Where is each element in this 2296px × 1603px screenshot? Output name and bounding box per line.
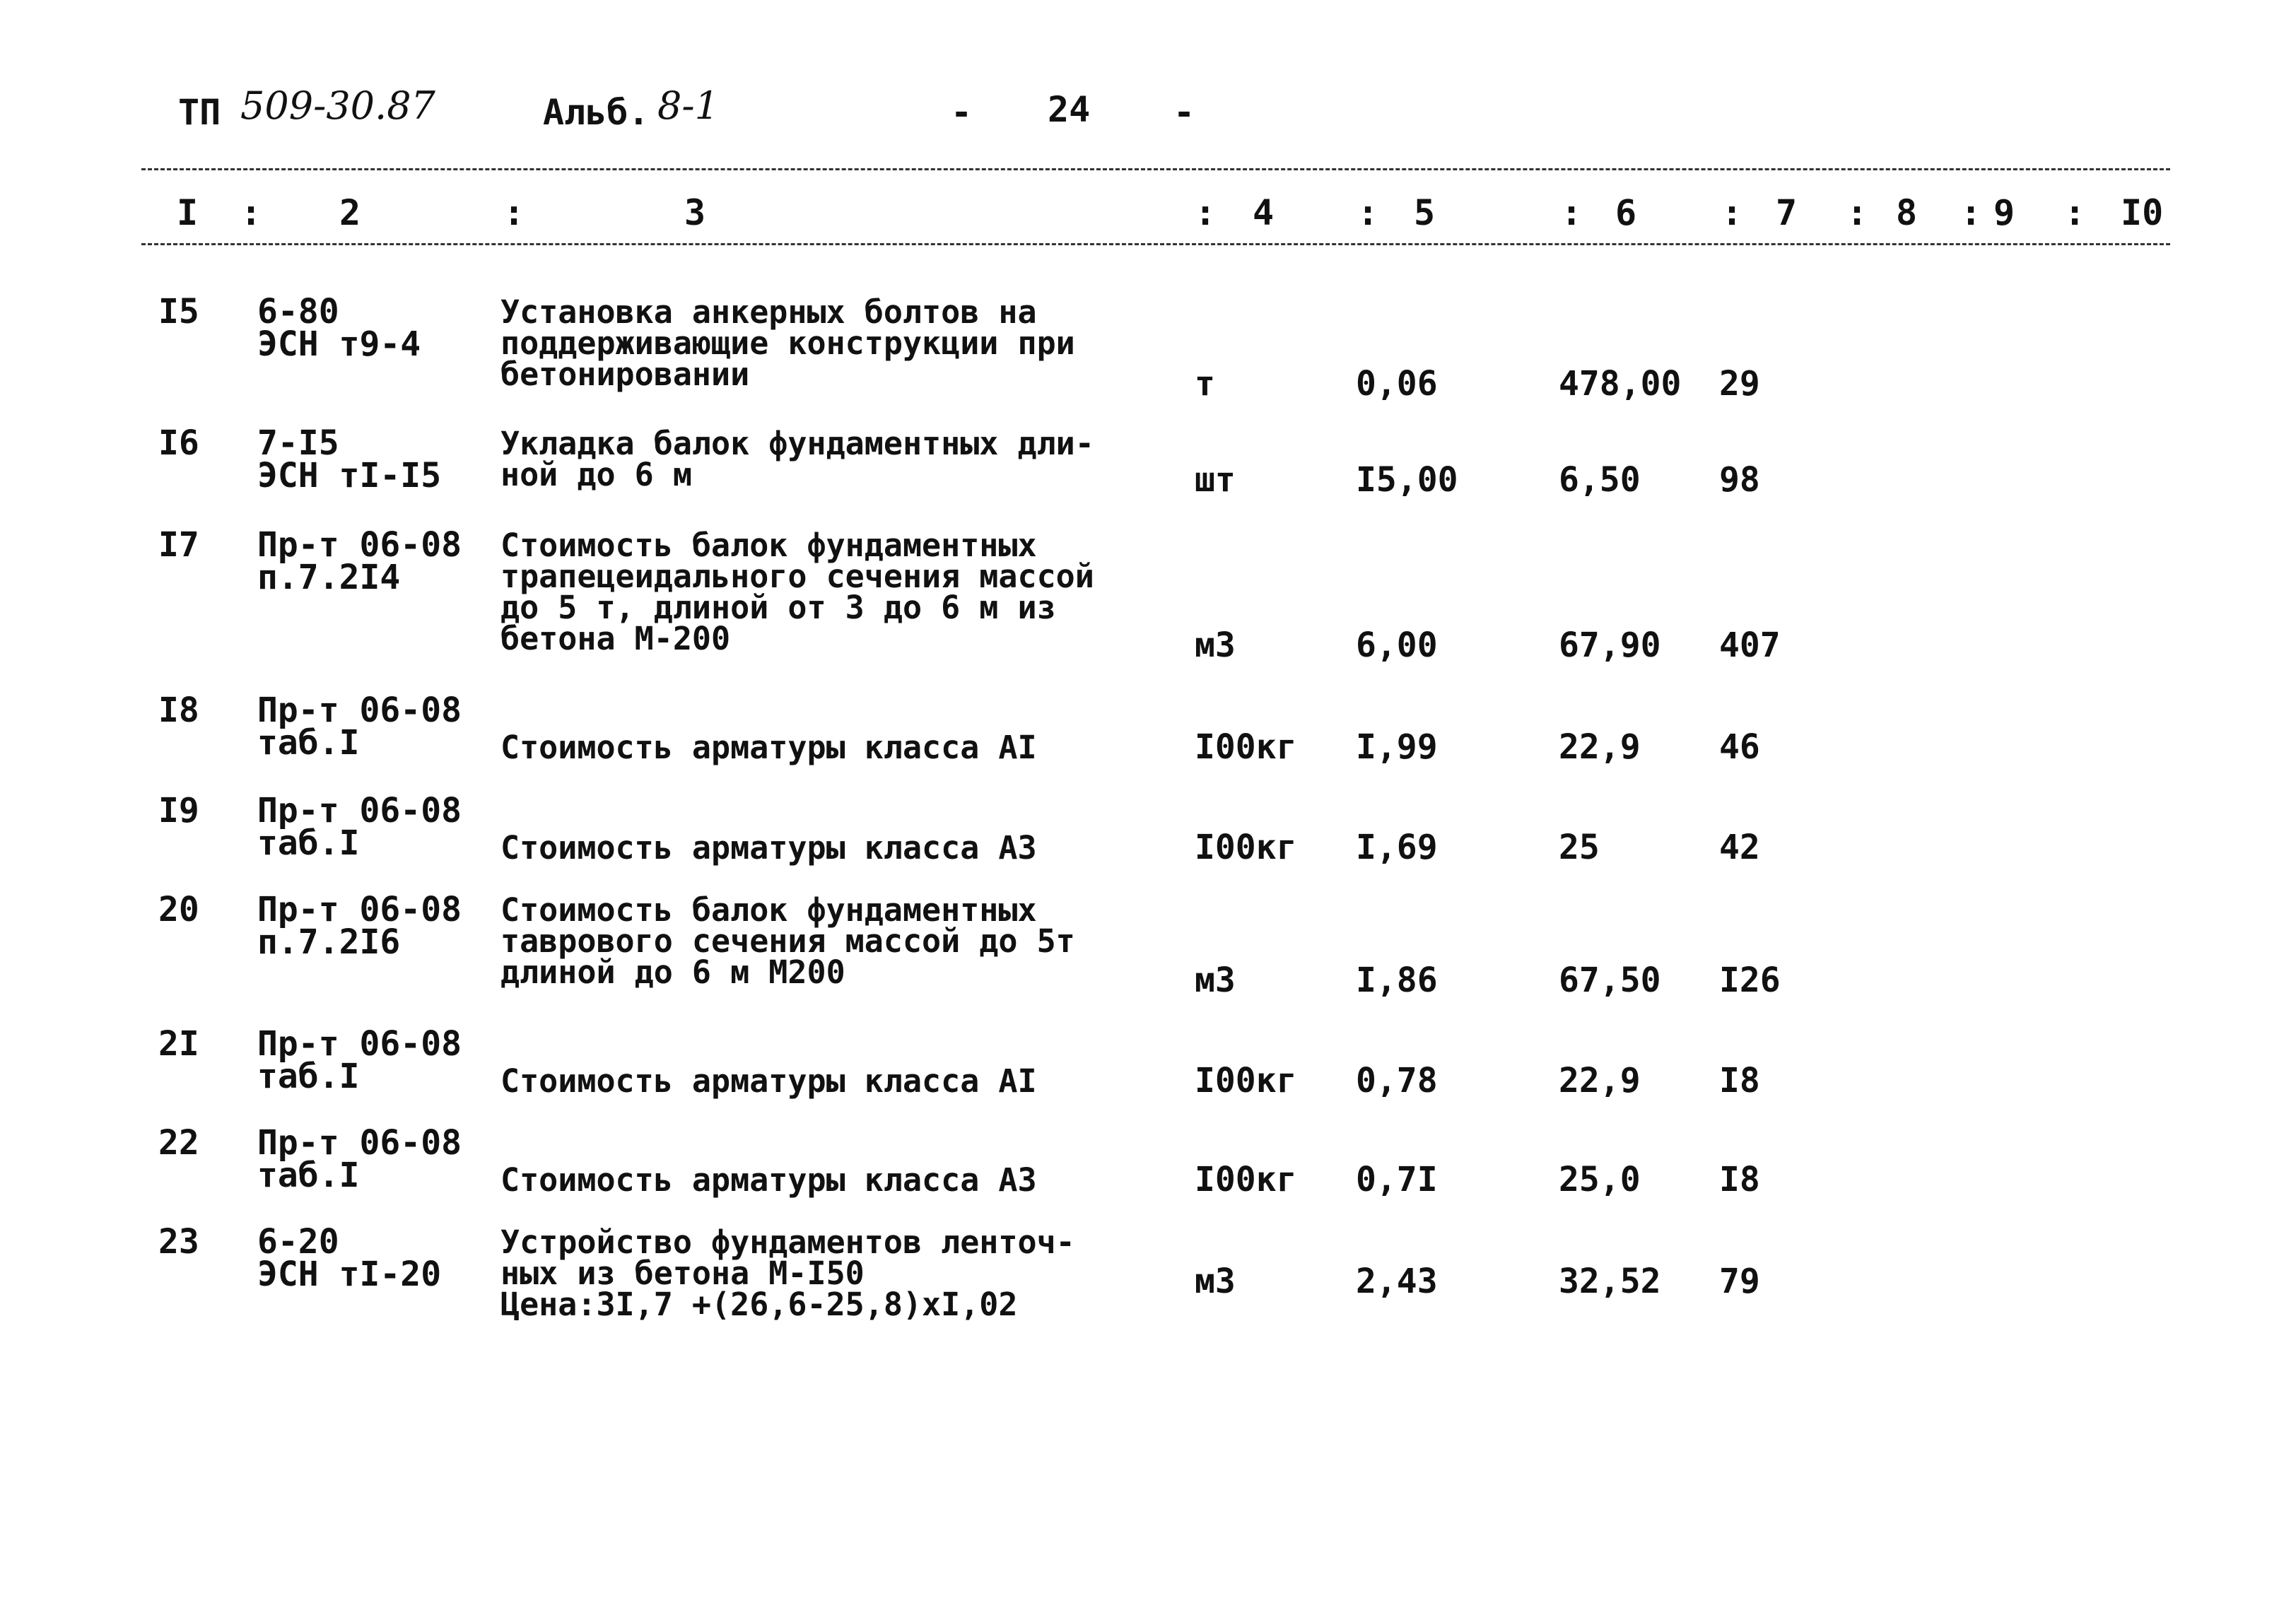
description-line: Цена:3I,7 +(26,6-25,8)хI,02 [500,1286,1018,1323]
header-rule-bottom [141,243,2170,245]
description-line: бетонировании [500,356,750,393]
column-separator: : [1195,192,1217,233]
row-number: I6 [158,423,199,463]
row-number: 2I [158,1024,199,1064]
code-line: ЭСН тI-20 [257,1255,442,1294]
album-number: 8-1 [657,83,719,128]
description-line: Устройство фундаментов ленточ- [500,1223,1075,1261]
row-price: 25 [1559,828,1600,867]
row-unit: I00кг [1195,828,1297,867]
doc-number: 509-30.87 [240,83,435,128]
row-quantity: 6,00 [1356,626,1438,665]
row-description [500,829,1037,867]
row-description [500,729,1037,766]
description-line: до 5 т, длиной от 3 до 6 м из [500,589,1056,626]
row-price: 67,90 [1559,626,1661,665]
row-quantity: I,86 [1356,961,1438,1000]
column-separator: : [240,192,262,233]
row-number: I5 [158,292,199,331]
row-unit: I00кг [1195,1061,1297,1100]
row-total: 407 [1719,626,1781,665]
row-code [257,691,462,763]
description-line: ной до 6 м [500,456,692,493]
row-code [257,1222,442,1294]
column-separator: : [1561,192,1583,233]
row-total: 98 [1719,460,1760,500]
doc-code: ТП [178,92,221,133]
row-code [257,1123,462,1195]
row-code [257,1024,462,1096]
description-line: бетона М-200 [500,620,731,657]
row-total: I8 [1719,1061,1760,1100]
row-code [257,791,462,863]
column-header-4: 4 [1253,192,1275,233]
row-price: 32,52 [1559,1262,1661,1301]
row-quantity: I5,00 [1356,460,1458,500]
code-line: ЭСН т9-4 [257,324,421,364]
description-line: трапецеидального сечения массой [500,558,1094,595]
code-line: таб.I [257,723,360,763]
row-price: 6,50 [1559,460,1641,500]
row-price: 478,00 [1559,364,1682,404]
description-line: Стоимость арматуры класса А3 [500,1161,1037,1199]
code-line: таб.I [257,1057,360,1096]
album-label: Альб. [543,92,650,133]
column-separator: : [503,192,525,233]
description-line: поддерживающие конструкции при [500,324,1075,362]
row-unit: т [1195,364,1215,404]
description-line: ных из бетона М-I50 [500,1255,865,1292]
description-line: Стоимость арматуры класса АI [500,1062,1037,1100]
code-line: Пр-т 06-08 [257,791,462,830]
description-line: длиной до 6 м М200 [500,953,845,991]
row-unit: м3 [1195,1262,1236,1301]
row-description [500,1062,1037,1100]
column-header-2: 2 [339,192,361,233]
row-quantity: 0,7I [1356,1160,1438,1199]
row-number: I8 [158,691,199,730]
row-number: 20 [158,890,199,929]
column-separator: : [1357,192,1379,233]
code-line: Пр-т 06-08 [257,691,462,730]
code-line: Пр-т 06-08 [257,1123,462,1163]
row-total: 42 [1719,828,1760,867]
description-line: Установка анкерных болтов на [500,293,1037,331]
column-header-7: 7 [1776,192,1798,233]
code-line: Пр-т 06-08 [257,525,462,565]
row-price: 22,9 [1559,1061,1641,1100]
code-line: Пр-т 06-08 [257,890,462,929]
row-price: 67,50 [1559,961,1661,1000]
column-header-3: 3 [684,192,706,233]
row-code [257,292,421,364]
row-unit: шт [1195,460,1236,500]
code-line: Пр-т 06-08 [257,1024,462,1064]
row-number: I9 [158,791,199,830]
row-total: 79 [1719,1262,1760,1301]
row-number: I7 [158,525,199,565]
row-quantity: 2,43 [1356,1262,1438,1301]
row-unit: I00кг [1195,1160,1297,1199]
column-header-1: I [177,192,199,233]
row-code [257,525,462,597]
column-separator: : [1960,192,1982,233]
row-description [500,891,1075,991]
description-line: таврового сечения массой до 5т [500,922,1075,960]
row-quantity: I,99 [1356,727,1438,767]
column-separator: : [1846,192,1868,233]
page-dash-right: - [1173,92,1195,133]
page-number: 24 [1048,89,1091,130]
row-unit: I00кг [1195,727,1297,767]
code-line: 6-80 [257,292,339,331]
row-description [500,527,1094,657]
header-rule-top [141,168,2170,170]
row-unit: м3 [1195,961,1236,1000]
description-line: Укладка балок фундаментных дли- [500,425,1094,462]
code-line: п.7.2I6 [257,922,401,962]
description-line: Стоимость арматуры класса А3 [500,829,1037,867]
row-quantity: I,69 [1356,828,1438,867]
column-separator: : [2064,192,2086,233]
description-line: Стоимость арматуры класса АI [500,729,1037,766]
row-total: 29 [1719,364,1760,404]
page-dash-left: - [951,92,973,133]
row-code [257,890,462,962]
code-line: таб.I [257,1156,360,1195]
row-description [500,1161,1037,1199]
column-header-5: 5 [1414,192,1436,233]
row-number: 23 [158,1222,199,1262]
column-header-10: I0 [2121,192,2164,233]
row-total: I26 [1719,961,1781,1000]
description-line: Стоимость балок фундаментных [500,891,1037,929]
description-line: Стоимость балок фундаментных [500,527,1037,564]
code-line: таб.I [257,823,360,863]
row-total: I8 [1719,1160,1760,1199]
row-description [500,1223,1075,1323]
code-line: п.7.2I4 [257,558,401,597]
row-number: 22 [158,1123,199,1163]
code-line: 6-20 [257,1222,339,1262]
row-quantity: 0,06 [1356,364,1438,404]
row-description [500,425,1094,493]
row-total: 46 [1719,727,1760,767]
code-line: 7-I5 [257,423,339,463]
row-price: 25,0 [1559,1160,1641,1199]
row-code [257,423,442,495]
row-description [500,293,1075,393]
code-line: ЭСН тI-I5 [257,456,442,495]
column-header-6: 6 [1615,192,1637,233]
row-unit: м3 [1195,626,1236,665]
column-header-9: 9 [1993,192,2015,233]
column-header-8: 8 [1896,192,1918,233]
column-separator: : [1721,192,1743,233]
row-quantity: 0,78 [1356,1061,1438,1100]
row-price: 22,9 [1559,727,1641,767]
